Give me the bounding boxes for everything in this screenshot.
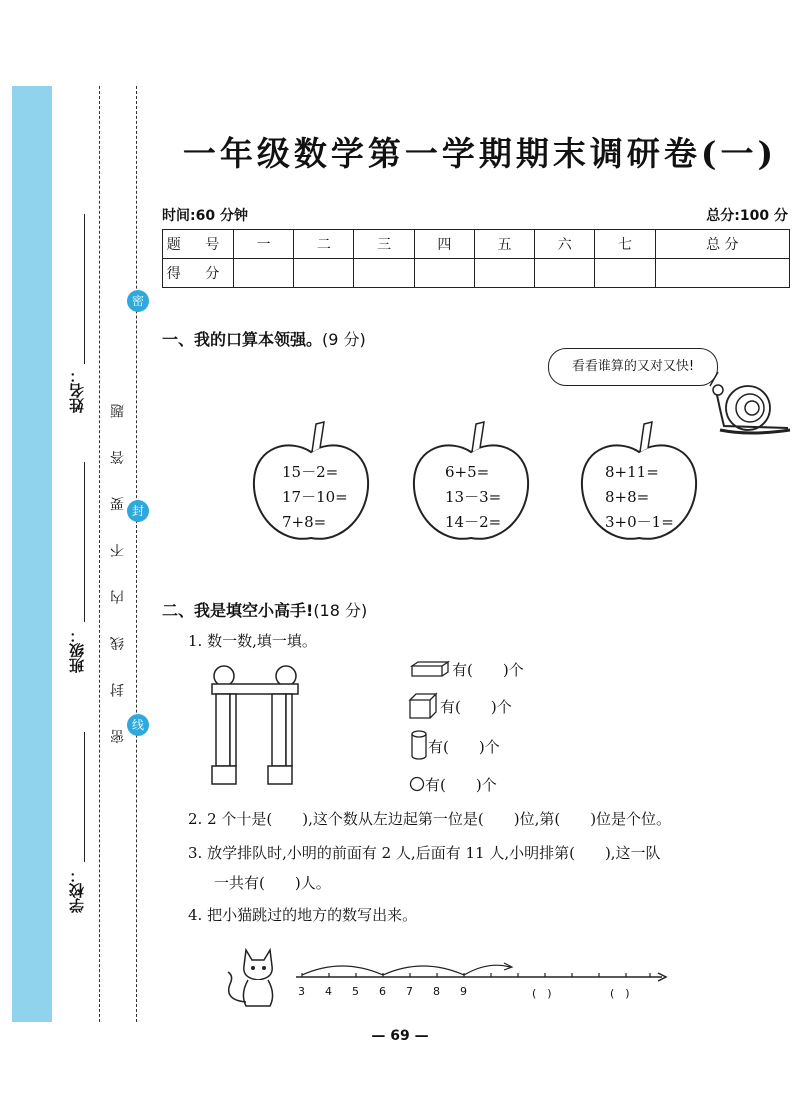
count-blank[interactable]: 有( )个: [452, 661, 524, 679]
table-cell: 四: [414, 230, 474, 259]
class-line: [84, 462, 85, 622]
exam-total: 总分:100 分: [706, 208, 788, 224]
seal-instruction: 密 封 线 内 不 要 答 题: [110, 390, 126, 744]
math-problem: 14－2=: [445, 513, 502, 531]
number-label: 8: [433, 985, 440, 998]
question-3-continued: 一共有( )人。: [214, 874, 331, 892]
section-2-heading: [162, 598, 367, 621]
math-problem: 3+0－1=: [605, 513, 674, 531]
snail-icon: [700, 370, 795, 440]
score-entry[interactable]: [535, 259, 595, 288]
question-4: 4. 把小猫跳过的地方的数写出来。: [188, 906, 418, 924]
speech-bubble: 看看谁算的又对又快!: [548, 348, 718, 386]
score-entry[interactable]: [474, 259, 534, 288]
score-entry[interactable]: [655, 259, 789, 288]
apple-problems: [445, 460, 501, 535]
score-table: [162, 229, 790, 288]
count-blank[interactable]: 有( )个: [425, 776, 497, 794]
cat-icon: [218, 944, 288, 1010]
number-label: 4: [325, 985, 332, 998]
table-cell: 一: [234, 230, 294, 259]
score-entry[interactable]: [294, 259, 354, 288]
count-blank[interactable]: 有( )个: [428, 738, 500, 756]
apple-problems: [605, 460, 674, 535]
math-problem: 7+8=: [282, 513, 327, 531]
table-cell: 总 分: [655, 230, 789, 259]
number-blank[interactable]: ( ): [532, 987, 552, 1000]
table-cell: 得 分: [163, 259, 234, 288]
table-row: [163, 230, 790, 259]
question-2: 2. 2 个十是( ),这个数从左边起第一位是( )位,第( )位是个位。: [188, 810, 672, 828]
number-label: 3: [298, 985, 305, 998]
score-entry[interactable]: [354, 259, 414, 288]
binding-dash-line: [136, 86, 137, 1022]
math-problem: 13－3=: [445, 488, 502, 506]
table-cell: 六: [535, 230, 595, 259]
number-label: 5: [352, 985, 359, 998]
page-number: — 69 —: [371, 1028, 429, 1044]
math-problem: 8+11=: [605, 463, 659, 481]
number-label: 6: [379, 985, 386, 998]
table-cell: 二: [294, 230, 354, 259]
section-1-heading: [162, 327, 366, 350]
score-entry[interactable]: [234, 259, 294, 288]
class-label: 班级：: [68, 628, 86, 673]
apple-problems: [282, 460, 348, 535]
math-problem: 15－2=: [282, 463, 339, 481]
question-3: 3. 放学排队时,小明的前面有 2 人,后面有 11 人,小明排第( ),这一队: [188, 844, 661, 862]
section-points: (18 分): [313, 601, 368, 620]
name-label: 姓名：: [68, 368, 86, 413]
math-problem: 17－10=: [282, 488, 348, 506]
section-points: (9 分): [322, 330, 366, 349]
block-arch-icon: [206, 660, 302, 786]
name-line: [84, 214, 85, 364]
section-heading-text: 二、我是填空小高手!: [162, 601, 314, 620]
sphere-icon: [409, 776, 425, 792]
school-label: 学校：: [68, 868, 86, 913]
table-cell: 七: [595, 230, 655, 259]
cuboid-icon: [410, 660, 450, 680]
seal-badge: 线: [127, 714, 149, 736]
table-row: [163, 259, 790, 288]
score-entry[interactable]: [414, 259, 474, 288]
number-label: 9: [460, 985, 467, 998]
seal-badge: 密: [127, 290, 149, 312]
binding-strip: [12, 86, 52, 1022]
school-line: [84, 732, 85, 862]
binding-dash-line: [99, 86, 100, 1022]
score-entry[interactable]: [595, 259, 655, 288]
number-label: 7: [406, 985, 413, 998]
cylinder-icon: [410, 730, 428, 760]
cube-icon: [408, 692, 438, 720]
number-blank[interactable]: ( ): [610, 987, 630, 1000]
table-cell: 三: [354, 230, 414, 259]
question-1: 1. 数一数,填一填。: [188, 632, 317, 650]
section-heading-text: 一、我的口算本领强。: [162, 330, 323, 349]
count-blank[interactable]: 有( )个: [440, 698, 512, 716]
number-line: [292, 955, 672, 985]
math-problem: 8+8=: [605, 488, 650, 506]
page-title: 一年级数学第一学期期末调研卷(一): [182, 134, 778, 173]
table-cell: 五: [474, 230, 534, 259]
exam-time: 时间:60 分钟: [162, 208, 248, 224]
math-problem: 6+5=: [445, 463, 490, 481]
seal-badge: 封: [127, 500, 149, 522]
table-cell: 题 号: [163, 230, 234, 259]
